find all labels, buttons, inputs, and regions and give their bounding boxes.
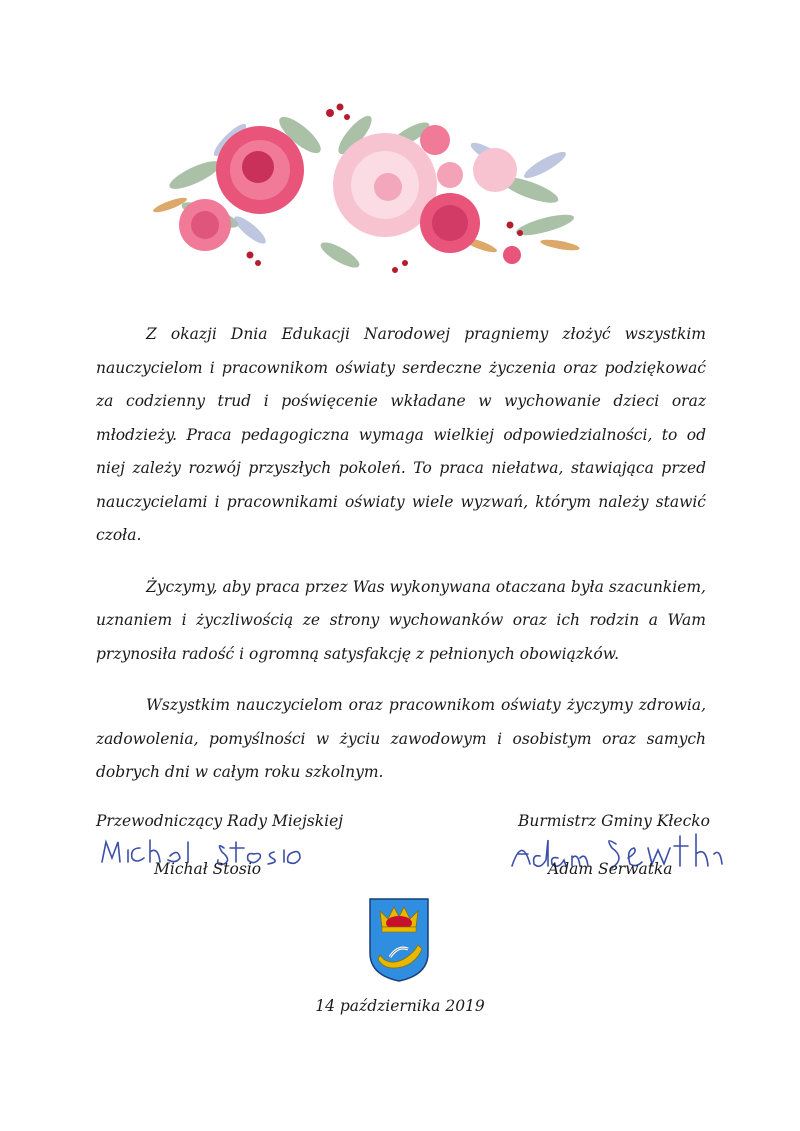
floral-header-illustration <box>150 95 590 285</box>
letter-body <box>96 318 706 808</box>
signatory-name: Michał Stosio <box>154 860 262 878</box>
signatory-name: Adam Serwatka <box>548 860 673 878</box>
letter-paragraph: Z okazji Dnia Edukacji Narodowej pragniemy złożyć wszystkim nauczycielom i pracownikom oświaty serdeczne życzenia oraz podziękować za codzienny trud i poświęcenie wkładane w wychowanie dzieci oraz młodzieży. Praca pedagogiczna wymaga wielkiej odpowiedzialności, to od niej zależy rozwój przyszłych pokoleń. To praca niełatwa, stawiająca przed nauczycielami i pracownikami oświaty wiele wyzwań, którym należy stawić czoła. <box>96 325 706 544</box>
signatory-title: Przewodniczący Rady Miejskiej <box>96 812 344 830</box>
signature-block-right <box>518 812 728 878</box>
signature-block-left <box>96 812 344 878</box>
coat-of-arms-icon <box>368 897 430 983</box>
letter-paragraph: Życzymy, aby praca przez Was wykonywana otaczana była szacunkiem, uznaniem i życzliwością ze strony wychowanków oraz ich rodzin a Wam przynosiła radość i ogromną satysfakcję z pełnionych obowiązków. <box>96 577 706 663</box>
signatory-title: Burmistrz Gminy Kłecko <box>518 812 711 830</box>
letter-date: 14 października 2019 <box>315 997 485 1015</box>
letter-paragraph: Wszystkim nauczycielom oraz pracownikom oświaty życzymy zdrowia, zadowolenia, pomyślności w życiu zawodowym i osobistym oraz samych dobrych dni w całym roku szkolnym. <box>96 696 706 781</box>
